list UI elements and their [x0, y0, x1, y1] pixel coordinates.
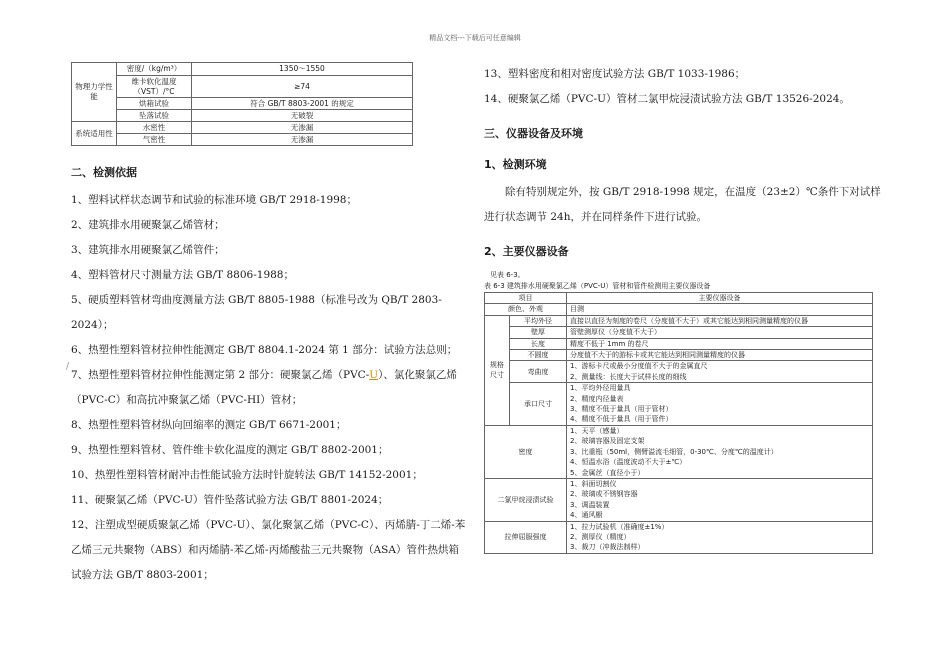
item7-highlight: U: [369, 369, 379, 381]
equip-line: 2、玻璃容器及固定支架: [570, 437, 645, 446]
row-equipment: 精度不低于 1mm 的卷尺: [567, 338, 873, 349]
subsection-equipment-title: 2、主要仪器设备: [484, 245, 569, 258]
equip-line: 3、调温装置: [570, 500, 610, 509]
row-equipment: 直接以直径为刻度的卷尺（分度值不大于）或其它能达到相同测量精度的仪器: [567, 315, 873, 326]
row-equipment: 目测: [567, 304, 873, 315]
prop-item: 坠落试验: [117, 110, 192, 122]
row-equipment: [567, 478, 873, 521]
spec-group-label: 规格尺寸: [485, 315, 510, 425]
item7-suffix: ）、氯化聚氯乙烯（PVC-C）和高抗冲聚氯乙烯（PVC-HI）管材；: [71, 369, 457, 406]
prop-value: 符合 GB/T 8803-2001 的规定: [192, 98, 413, 110]
equip-line: 5、金属丝（直径小于）: [570, 468, 645, 477]
equip-line: 2、测量线：长度大于试样长度的细线: [570, 372, 687, 381]
prop-item: 气密性: [117, 134, 192, 146]
equip-line: 2、测厚仪（精度）: [570, 532, 631, 541]
prop-item: 维卡软化温度（VST）/°C: [117, 76, 192, 98]
row-item: 二氯甲烷浸渍试验: [485, 478, 567, 521]
equip-line: 1、斜面切割仪: [570, 479, 617, 488]
list-item: 13、塑料密度和相对密度试验方法 GB/T 1033-1986；: [484, 68, 746, 80]
list-item: 14、硬聚氯乙烯（PVC-U）管材二氯甲烷浸渍试验方法 GB/T 13526-2024。: [484, 93, 850, 105]
page-header: 精品文档---下载后可任意编辑: [429, 34, 521, 42]
list-item: 3、建筑排水用硬聚氯乙烯管件；: [71, 244, 225, 256]
row-item: 颜色、外观: [485, 304, 567, 315]
row-item: 不圆度: [510, 350, 567, 361]
environment-text: 除有特别规定外，按 GB/T 2918-1998 规定，在温度（23±2）℃条件下对试样进行状态调节 24h，并在同样条件下进行试验。: [484, 186, 881, 223]
equip-line: 4、恒温水浴（温度波动不大于±℃）: [570, 458, 687, 467]
list-item: [71, 363, 467, 413]
equip-line: 4、通风橱: [570, 511, 603, 520]
head-equipment: 主要仪器设备: [567, 293, 873, 304]
equip-line: 3、精度不低于量具（用于管材）: [570, 405, 673, 414]
equip-line: 1、平均外径用量具: [570, 384, 631, 393]
row-equipment: [567, 521, 873, 553]
list-item: 4、塑料管材尺寸测量方法 GB/T 8806-1988；: [71, 269, 294, 281]
row-equipment: [567, 361, 873, 383]
prop-value: ≥74: [192, 76, 413, 98]
head-item: 项目: [485, 293, 567, 304]
row-item: 壁厚: [510, 327, 567, 338]
group-physical-label: 物理力学性能: [72, 63, 117, 122]
row-item: 弯曲度: [510, 361, 567, 383]
row-item: 平均外径: [510, 315, 567, 326]
row-equipment: 分度值不大于的游标卡或其它能达到相同测量精度的仪器: [567, 350, 873, 361]
equip-line: 4、精度不低于量具（用于管件）: [570, 415, 673, 424]
row-item: 承口尺寸: [510, 383, 567, 426]
row-item: 密度: [485, 425, 567, 478]
table-caption: 表 6-3 建筑排水用硬聚氯乙烯（PVC-U）管材和管件检测用主要仪器设备: [484, 282, 711, 290]
list-item: 10、热塑性塑料管材耐冲击性能试验方法时针旋转法 GB/T 14152-2001；: [71, 469, 423, 481]
equip-line: 1、拉力试验机（准确度±1%）: [570, 522, 669, 531]
gutter-mark: /: [66, 362, 70, 372]
equip-line: 1、天平（感量）: [570, 426, 624, 435]
row-equipment: 管壁测厚仪（分度值不大于）: [567, 327, 873, 338]
list-item: 5、硬质塑料管材弯曲度测量方法 GB/T 8805-1988（标准号改为 QB/T 2803-2024）；: [71, 294, 442, 331]
list-item: 6、热塑性塑料管材拉伸性能测定 GB/T 8804.1-2024 第 1 部分：试验方法总则；: [71, 344, 458, 356]
prop-value: 无渗漏: [192, 134, 413, 146]
subsection-environment-title: 1、检测环境: [484, 158, 547, 171]
list-item: 1、塑料试样状态调节和试验的标准环境 GB/T 2918-1998；: [71, 194, 357, 206]
list-item: 11、硬聚氯乙烯（PVC-U）管件坠落试验方法 GB/T 8801-2024；: [71, 494, 389, 506]
prop-item: 烘箱试验: [117, 98, 192, 110]
basis-list: [71, 188, 467, 588]
equipment-table: [484, 292, 873, 554]
section-3-title: 三、仪器设备及环境: [484, 127, 583, 140]
prop-value: 无渗漏: [192, 122, 413, 134]
prop-item: 密度/（kg/m³）: [117, 63, 192, 76]
list-item: 12、注塑成型硬质聚氯乙烯（PVC-U）、氯化聚氯乙烯（PVC-C）、丙烯腈-丁二烯-苯乙烯三元共聚物（ABS）和丙烯腈-苯乙烯-丙烯酸盐三元共聚物（ASA）管件热烘箱试验方法 GB/T 8803-2001；: [71, 519, 466, 581]
section-2-title: 二、检测依据: [71, 166, 137, 179]
item7-prefix: 7、热塑性塑料管材拉伸性能测定第 2 部分：硬聚氯乙烯（PVC-: [71, 369, 370, 381]
see-table-note: 见表 6-3。: [490, 271, 525, 279]
prop-value: 1350～1550: [192, 63, 413, 76]
equip-line: 2、精度内径量表: [570, 394, 624, 403]
group-system-label: 系统适用性: [72, 122, 117, 146]
list-item: 2、建筑排水用硬聚氯乙烯管材；: [71, 219, 225, 231]
equip-line: 3、比重瓶（50ml，侧臂溢流毛细管，0-30℃、分度℃的温度计）: [570, 447, 778, 456]
equip-line: 1、游标卡尺或最小分度值不大于的金属直尺: [570, 362, 708, 371]
row-item: 拉伸屈服强度: [485, 521, 567, 553]
prop-item: 水密性: [117, 122, 192, 134]
prop-value: 无破裂: [192, 110, 413, 122]
list-item: 8、热塑性塑料管材纵向回缩率的测定 GB/T 6671-2001；: [71, 419, 347, 431]
basis-list-continued: [484, 62, 884, 112]
equip-line: 3、裁刀（冲裁法制样）: [570, 543, 645, 552]
row-equipment: [567, 383, 873, 426]
equip-line: 2、玻璃或不锈钢容器: [570, 490, 638, 499]
row-item: 长度: [510, 338, 567, 349]
row-equipment: [567, 425, 873, 478]
list-item: 9、热塑性塑料管材、管件维卡软化温度的测定 GB/T 8802-2001；: [71, 444, 389, 456]
properties-table: [71, 62, 413, 146]
